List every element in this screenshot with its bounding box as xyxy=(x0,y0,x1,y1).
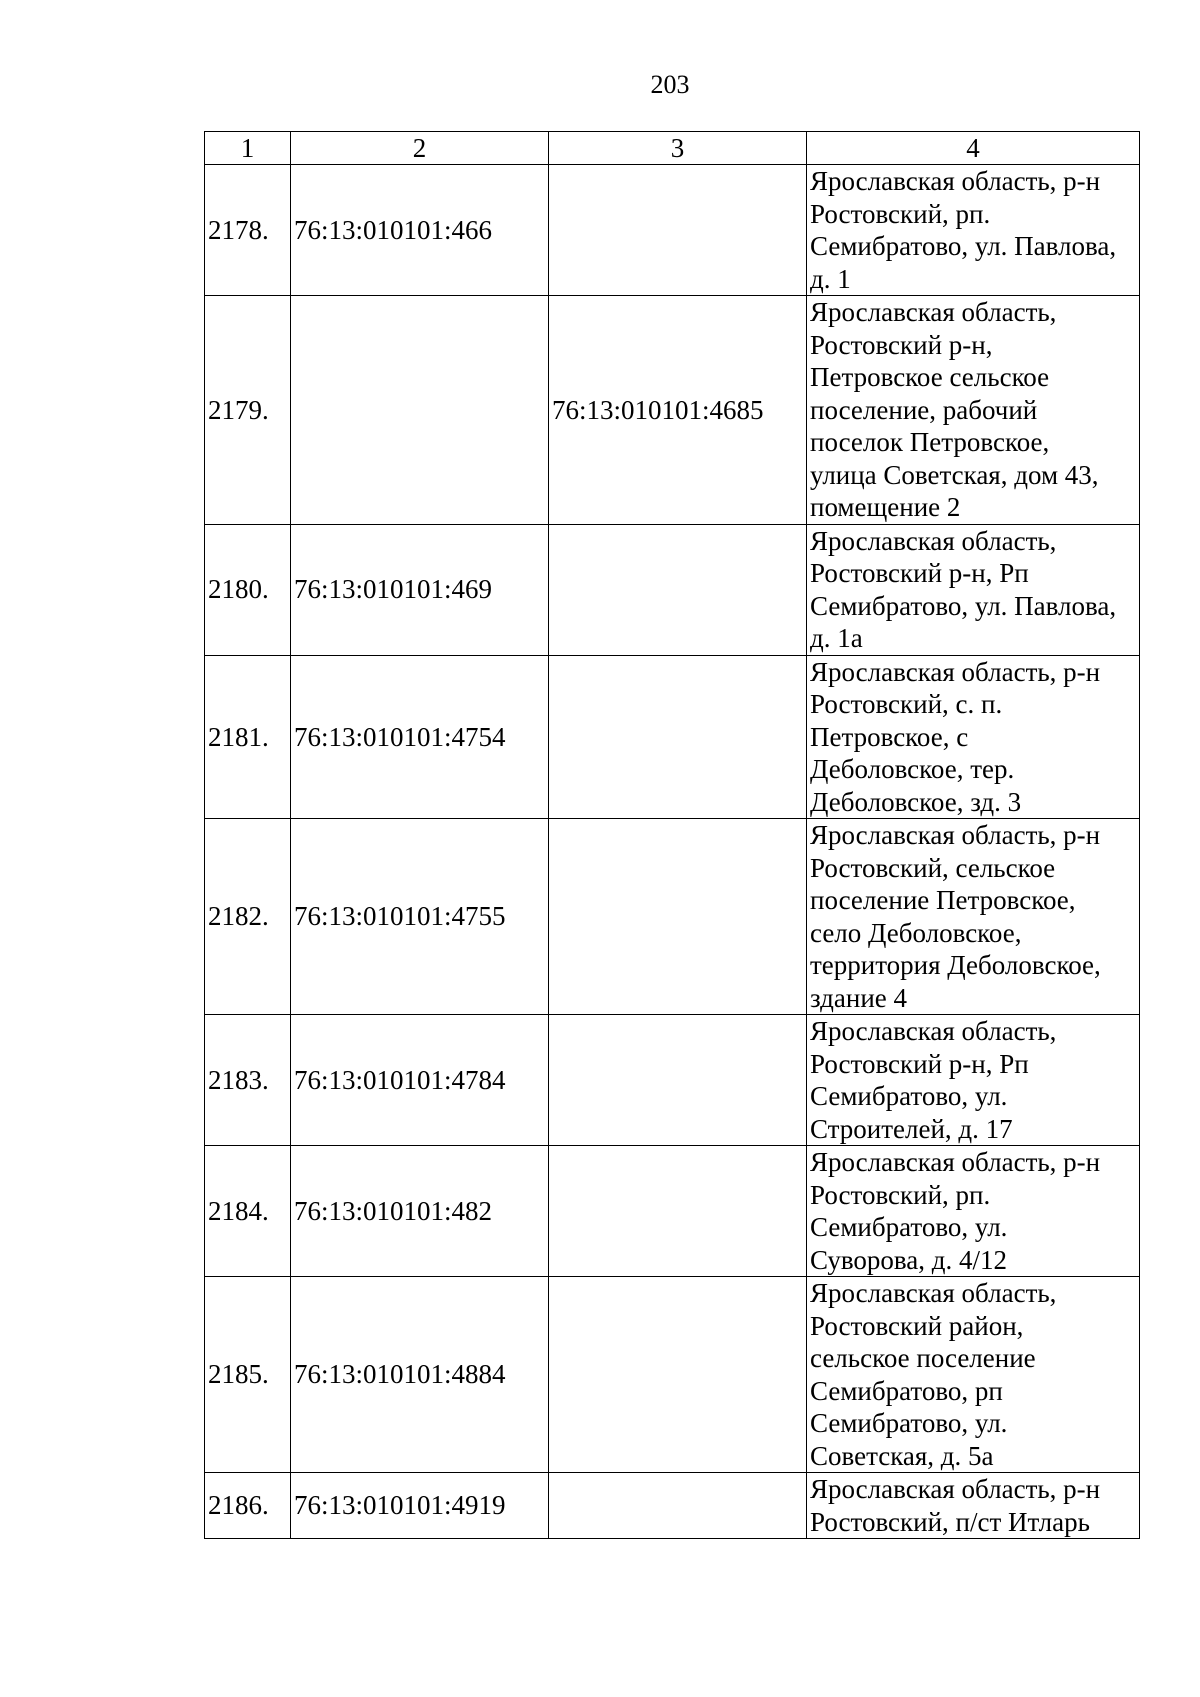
address-cell xyxy=(807,1473,1140,1539)
address-line: Петровское, с xyxy=(810,721,969,752)
address-cell xyxy=(807,165,1140,296)
address-line: территория Деболовское, xyxy=(810,950,1101,980)
cadastral-number-cell: 76:13:010101:4884 xyxy=(291,1277,549,1473)
address-line: Ростовский, сельское xyxy=(810,852,1056,883)
row-number-cell: 2180. xyxy=(205,524,291,655)
address-line: Деболовское, зд. 3 xyxy=(810,786,1022,817)
address-line: Ярославская область, xyxy=(810,1016,1057,1046)
row-number-cell: 2181. xyxy=(205,655,291,819)
table-row xyxy=(205,165,1140,296)
address-line: здание 4 xyxy=(810,982,908,1013)
row-number-cell: 2184. xyxy=(205,1146,291,1277)
address-line: Ростовский, п/ст Итларь xyxy=(810,1506,1090,1537)
page-number: 203 xyxy=(650,70,690,99)
address-cell xyxy=(807,1146,1140,1277)
address-cell xyxy=(807,524,1140,655)
address-line: Ярославская область, xyxy=(810,525,1057,556)
table-row xyxy=(205,655,1140,819)
column-header-4: 4 xyxy=(807,132,1140,165)
address-line: сельское поселение xyxy=(810,1343,1036,1373)
premises-cadastral-number-cell: 76:13:010101:4685 xyxy=(549,296,807,525)
cadastral-number-cell: 76:13:010101:4784 xyxy=(291,1015,549,1146)
cadastral-number-cell: 76:13:010101:482 xyxy=(291,1146,549,1277)
column-header-1: 1 xyxy=(205,132,291,165)
address-line: Семибратово, ул. Павлова, xyxy=(810,590,1117,621)
address-line: Семибратово, ул. xyxy=(810,1081,1008,1111)
address-line: Ростовский р-н, Рп xyxy=(810,1048,1029,1079)
address-line: Семибратово, ул. xyxy=(810,1408,1008,1438)
column-header-3: 3 xyxy=(549,132,807,165)
address-cell xyxy=(807,1277,1140,1473)
address-line: Ярославская область, р-н xyxy=(810,1147,1101,1177)
address-line: поселение Петровское, xyxy=(810,885,1076,915)
address-cell xyxy=(807,819,1140,1015)
address-line: Семибратово, ул. xyxy=(810,1212,1008,1242)
address-line: поселок Петровское, xyxy=(810,427,1050,457)
address-line: Советская, д. 5а xyxy=(810,1440,994,1471)
premises-cadastral-number-cell xyxy=(549,655,807,819)
address-line: Ярославская область, xyxy=(810,1278,1057,1308)
row-number-cell: 2179. xyxy=(205,296,291,525)
cadastral-number-cell: 76:13:010101:4919 xyxy=(291,1473,549,1539)
column-header-2: 2 xyxy=(291,132,549,165)
address-line: Ростовский, рп. xyxy=(810,1179,991,1210)
premises-cadastral-number-cell xyxy=(549,819,807,1015)
cadastral-number-cell xyxy=(291,296,549,525)
premises-cadastral-number-cell xyxy=(549,1277,807,1473)
cadastral-number-cell: 76:13:010101:4755 xyxy=(291,819,549,1015)
address-line: Деболовское, тер. xyxy=(810,754,1015,784)
address-line: Суворова, д. 4/12 xyxy=(810,1244,1008,1275)
address-line: Семибратово, ул. Павлова, xyxy=(810,231,1117,261)
address-line: Ярославская область, р-н xyxy=(810,656,1101,687)
address-line: Ростовский р-н, xyxy=(810,329,993,360)
address-line: поселение, рабочий xyxy=(810,394,1038,425)
table-row xyxy=(205,296,1140,525)
address-line: Семибратово, рп xyxy=(810,1375,1003,1406)
address-cell xyxy=(807,655,1140,819)
cadastral-number-cell: 76:13:010101:469 xyxy=(291,524,549,655)
premises-cadastral-number-cell xyxy=(549,1146,807,1277)
table-row xyxy=(205,1015,1140,1146)
table-header-row xyxy=(205,132,1140,165)
address-line: Ростовский р-н, Рп xyxy=(810,558,1029,588)
address-line: село Деболовское, xyxy=(810,917,1022,948)
row-number-cell: 2178. xyxy=(205,165,291,296)
registry-table xyxy=(204,131,1140,1539)
row-number-cell: 2186. xyxy=(205,1473,291,1539)
table-row xyxy=(205,524,1140,655)
row-number-cell: 2183. xyxy=(205,1015,291,1146)
row-number-cell: 2185. xyxy=(205,1277,291,1473)
address-line: Ростовский, рп. xyxy=(810,198,991,229)
address-line: д. 1а xyxy=(810,623,863,653)
address-line: Ярославская область, р-н xyxy=(810,166,1101,196)
address-line: д. 1 xyxy=(810,263,851,294)
address-line: помещение 2 xyxy=(810,492,961,522)
table-row xyxy=(205,1277,1140,1473)
address-line: Ростовский район, xyxy=(810,1310,1024,1341)
address-line: Ярославская область, р-н xyxy=(810,1474,1101,1504)
address-line: Строителей, д. 17 xyxy=(810,1113,1013,1144)
premises-cadastral-number-cell xyxy=(549,1473,807,1539)
table-row xyxy=(205,1473,1140,1539)
table-row xyxy=(205,1146,1140,1277)
premises-cadastral-number-cell xyxy=(549,1015,807,1146)
address-line: Ярославская область, р-н xyxy=(810,820,1101,850)
premises-cadastral-number-cell xyxy=(549,524,807,655)
address-line: Петровское сельское xyxy=(810,362,1050,392)
row-number-cell: 2182. xyxy=(205,819,291,1015)
address-cell xyxy=(807,296,1140,525)
premises-cadastral-number-cell xyxy=(549,165,807,296)
address-cell xyxy=(807,1015,1140,1146)
table-body xyxy=(205,165,1140,1539)
address-line: Ростовский, с. п. xyxy=(810,689,1003,719)
cadastral-number-cell: 76:13:010101:4754 xyxy=(291,655,549,819)
table-row xyxy=(205,819,1140,1015)
address-line: улица Советская, дом 43, xyxy=(810,459,1099,490)
cadastral-number-cell: 76:13:010101:466 xyxy=(291,165,549,296)
address-line: Ярославская область, xyxy=(810,297,1057,327)
